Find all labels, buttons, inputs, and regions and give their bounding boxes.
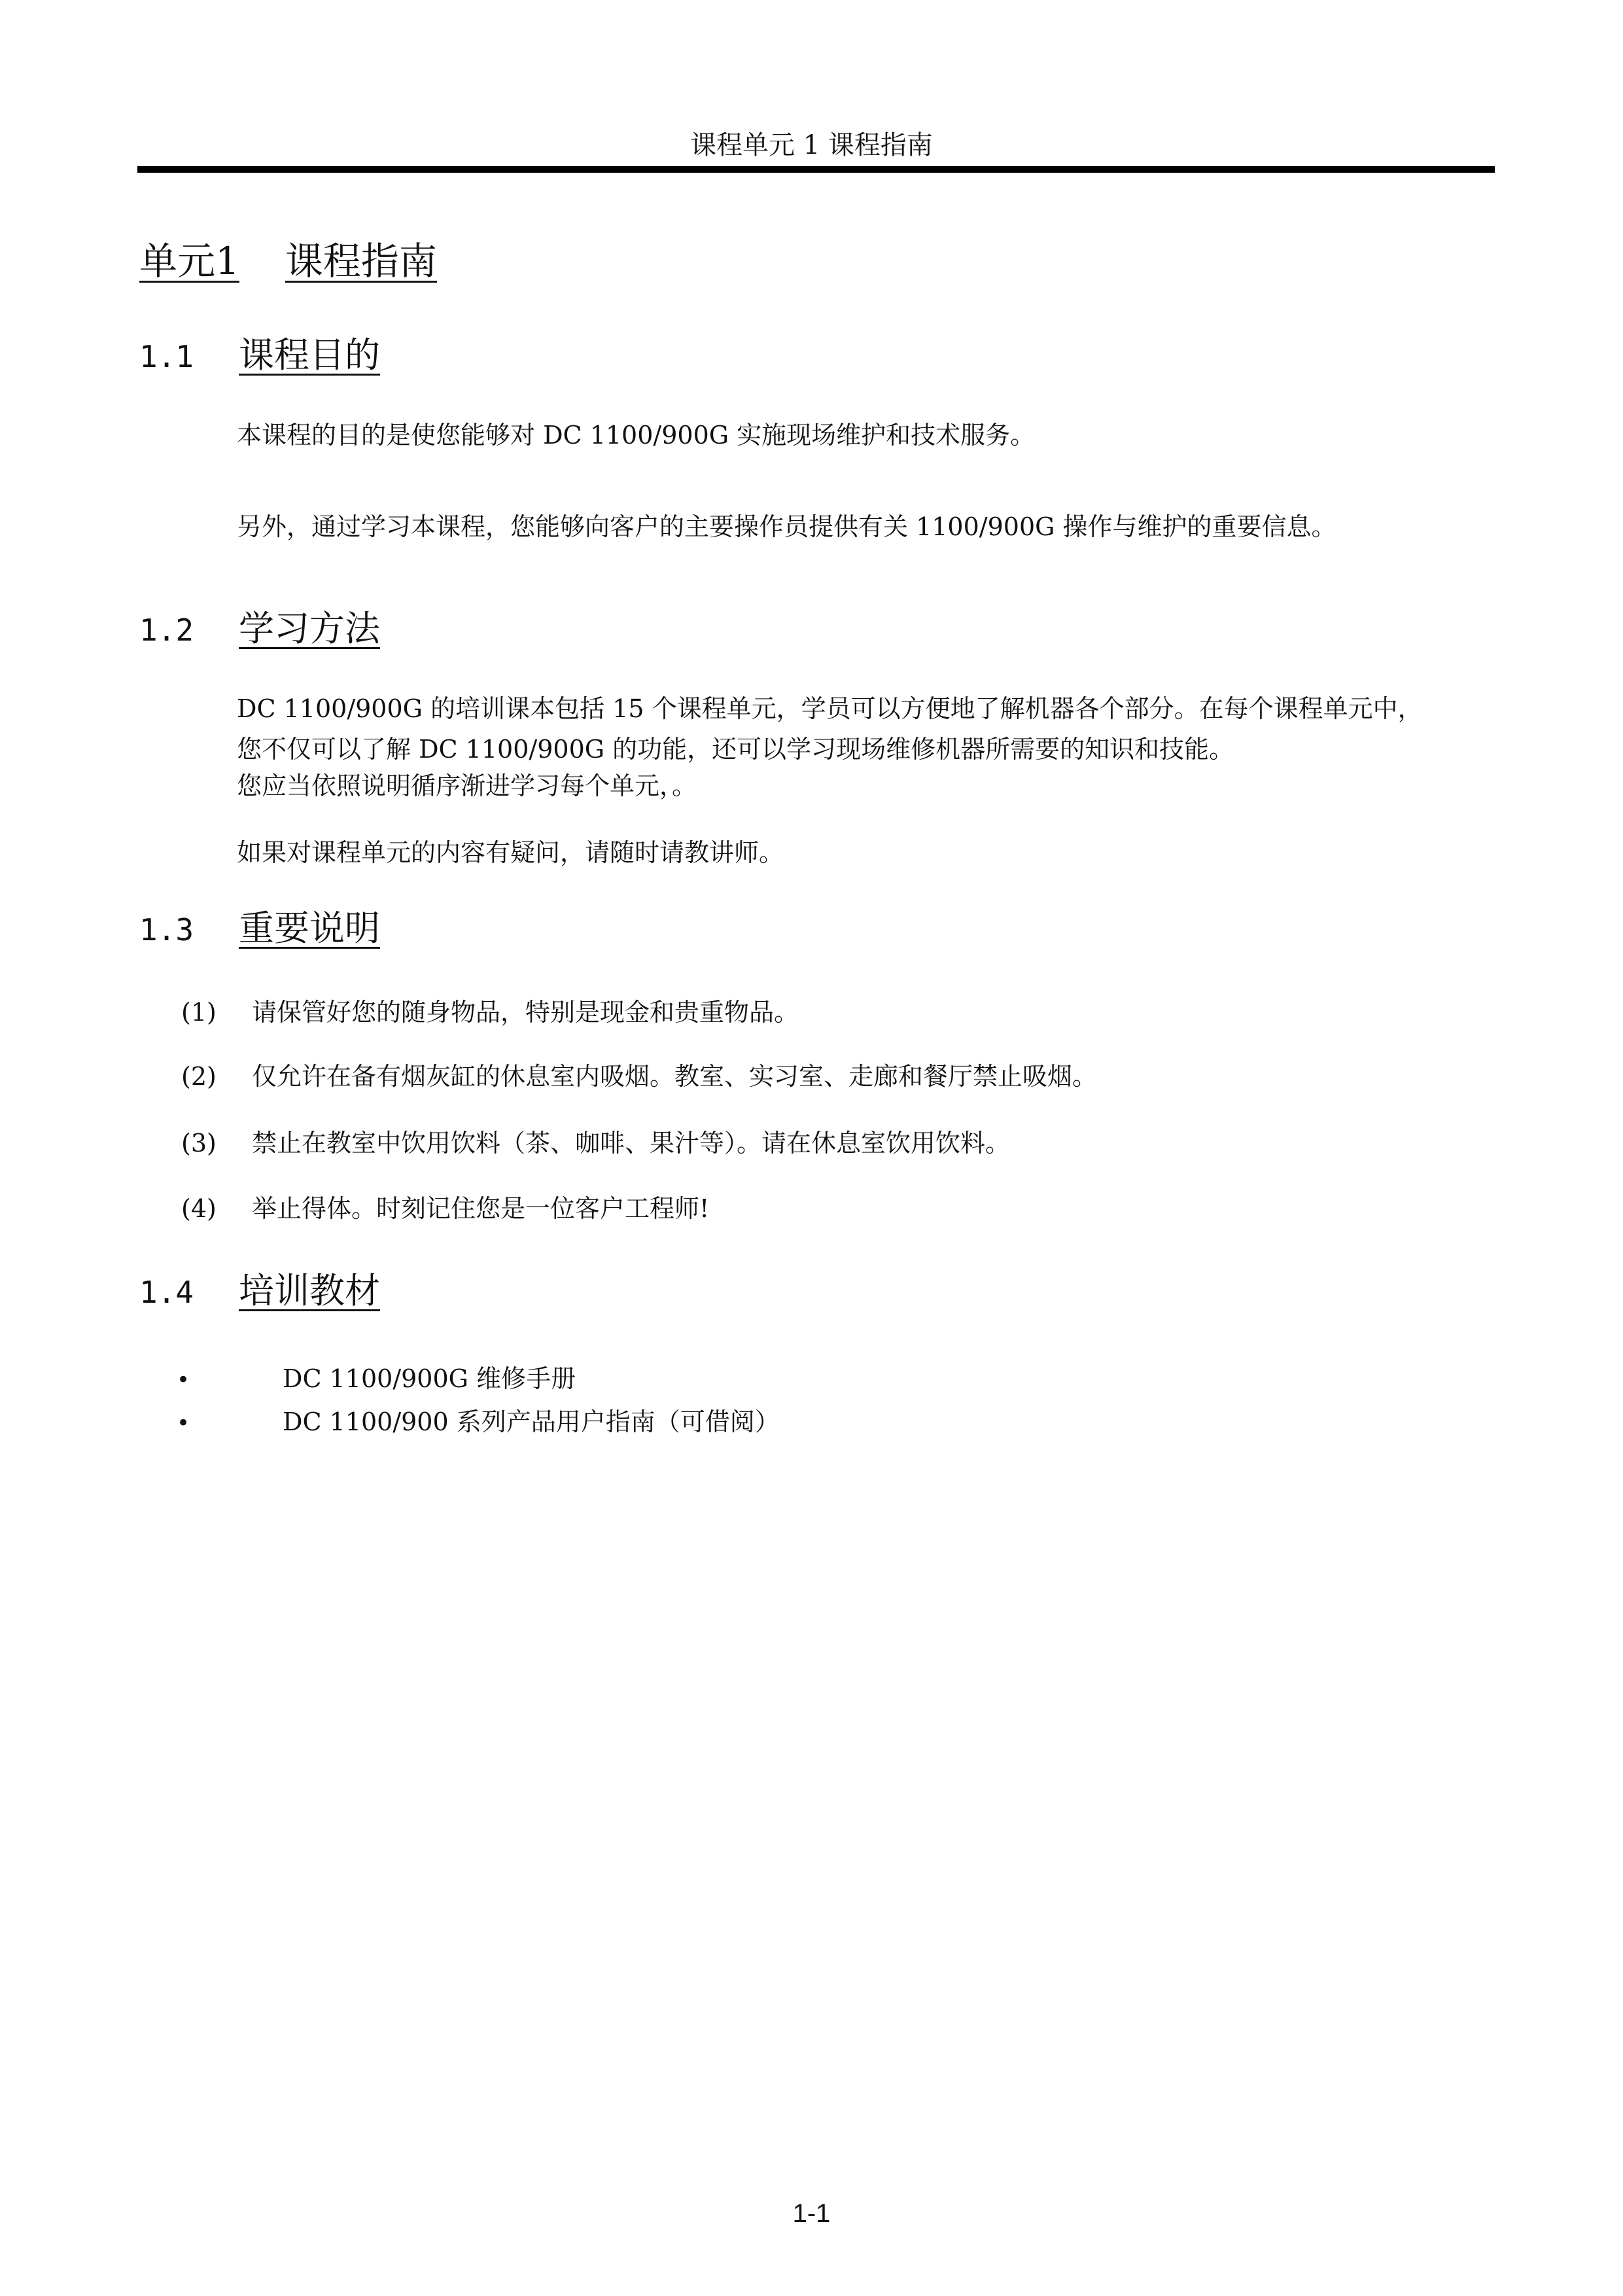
list-item (181, 1188, 709, 1224)
bullet-item (177, 1358, 576, 1394)
bullet-item (177, 1402, 780, 1438)
paragraph: 如果对课程单元的内容有疑问，请随时请教讲师。 (237, 838, 784, 867)
item-text: 请保管好您的随身物品，特别是现金和贵重物品。 (252, 998, 799, 1027)
list-item (181, 1123, 1010, 1159)
section-number: 1.1 (139, 339, 194, 374)
section-heading-1-2 (139, 601, 380, 651)
bullet-text: DC 1100/900 系列产品用户指南（可借阅） (283, 1407, 780, 1436)
section-heading-1-3 (139, 900, 380, 951)
header-rule (137, 166, 1495, 173)
paragraph: DC 1100/900G 的培训课本包括 15 个课程单元，学员可以方便地了解机器各个部分。在每个课程单元中， (237, 694, 1423, 723)
paragraph: 另外，通过学习本课程，您能够向客户的主要操作员提供有关 1100/900G 操作与维护的重要信息。 (237, 512, 1336, 541)
section-title: 培训教材 (239, 1270, 380, 1311)
bullet-text: DC 1100/900G 维修手册 (283, 1364, 576, 1393)
item-marker: (2) (181, 1062, 217, 1091)
paragraph: 您应当依照说明循序渐进学习每个单元，。 (237, 771, 697, 800)
item-text: 仅允许在备有烟灰缸的休息室内吸烟。教室、实习室、走廊和餐厅禁止吸烟。 (252, 1062, 1098, 1091)
item-marker: (3) (181, 1129, 217, 1157)
item-marker: (1) (181, 998, 217, 1027)
list-item (181, 1056, 1097, 1092)
section-title: 重要说明 (239, 908, 380, 949)
bullet-marker: • (177, 1367, 190, 1393)
section-number: 1.3 (139, 912, 194, 947)
section-title: 学习方法 (239, 608, 380, 649)
section-number: 1.2 (139, 612, 194, 648)
unit-number: 单元1 (139, 239, 239, 283)
section-heading-1-4 (139, 1263, 380, 1313)
list-item (181, 992, 799, 1028)
section-heading-1-1 (139, 327, 380, 378)
item-text: 举止得体。时刻记住您是一位客户工程师! (252, 1194, 710, 1223)
paragraph: 本课程的目的是使您能够对 DC 1100/900G 实施现场维护和技术服务。 (237, 421, 1036, 450)
unit-title (139, 230, 437, 285)
page-number: 1-1 (792, 2199, 831, 2228)
item-text: 禁止在教室中饮用饮料（茶、咖啡、果汁等）。请在休息室饮用饮料。 (252, 1129, 1011, 1157)
paragraph: 您不仅可以了解 DC 1100/900G 的功能，还可以学习现场维修机器所需要的知识和技能。 (237, 735, 1234, 764)
section-title: 课程目的 (239, 334, 380, 376)
bullet-marker: • (177, 1410, 190, 1436)
item-marker: (4) (181, 1194, 217, 1223)
running-header: 课程单元 1 课程指南 (690, 130, 933, 160)
unit-title-text: 课程指南 (285, 239, 437, 283)
section-number: 1.4 (139, 1275, 194, 1310)
